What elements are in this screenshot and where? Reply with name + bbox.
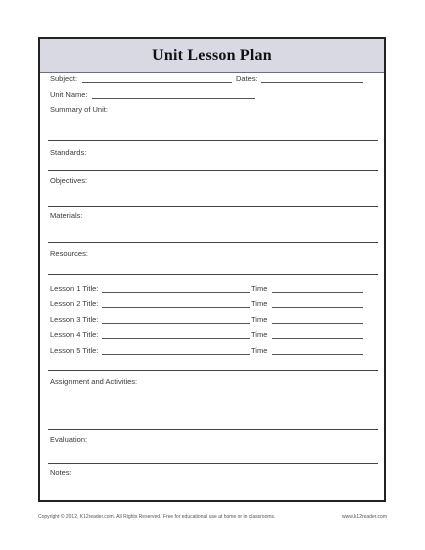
lesson-2-time-field[interactable]: [272, 307, 363, 308]
site-url[interactable]: www.k12reader.com: [341, 514, 387, 520]
dates-label: Dates:: [236, 74, 258, 83]
subject-field[interactable]: [82, 82, 232, 83]
lesson-3-time-label: Time: [251, 315, 268, 324]
summary-field[interactable]: [48, 140, 378, 141]
lesson-1-title-label: Lesson 1 Title:: [50, 284, 99, 293]
unit-name-label: Unit Name:: [50, 90, 88, 99]
lesson-5-time-label: Time: [251, 346, 268, 355]
evaluation-field[interactable]: [48, 463, 378, 464]
standards-label: Standards:: [50, 148, 87, 157]
evaluation-label: Evaluation:: [50, 435, 88, 444]
lesson-3-time-field[interactable]: [272, 323, 363, 324]
materials-field[interactable]: [48, 242, 378, 243]
title-bar: [40, 39, 384, 73]
lesson-4-title-field[interactable]: [102, 338, 250, 339]
lessons-divider: [48, 370, 378, 371]
lesson-1-title-field[interactable]: [102, 292, 250, 293]
lesson-2-time-label: Time: [251, 299, 268, 308]
lesson-4-time-label: Time: [251, 330, 268, 339]
objectives-label: Objectives:: [50, 176, 88, 185]
lesson-3-title-label: Lesson 3 Title:: [50, 315, 99, 324]
lesson-5-title-field[interactable]: [102, 354, 250, 355]
lesson-4-time-field[interactable]: [272, 338, 363, 339]
objectives-field[interactable]: [48, 206, 378, 207]
lesson-3-title-field[interactable]: [102, 323, 250, 324]
lesson-5-title-label: Lesson 5 Title:: [50, 346, 99, 355]
subject-label: Subject:: [50, 74, 78, 83]
lesson-2-title-field[interactable]: [102, 307, 250, 308]
standards-field[interactable]: [48, 170, 378, 171]
lesson-4-title-label: Lesson 4 Title:: [50, 330, 99, 339]
resources-label: Resources:: [50, 249, 88, 258]
summary-label: Summary of Unit:: [50, 105, 108, 114]
lesson-1-time-label: Time: [251, 284, 268, 293]
lesson-plan-sheet: [38, 37, 386, 502]
assignment-label: Assignment and Activities:: [50, 377, 138, 386]
dates-field[interactable]: [261, 82, 363, 83]
page-title: Unit Lesson Plan: [152, 46, 272, 64]
resources-field[interactable]: [48, 274, 378, 275]
unit-name-field[interactable]: [92, 98, 255, 99]
lesson-5-time-field[interactable]: [272, 354, 363, 355]
lesson-2-title-label: Lesson 2 Title:: [50, 299, 99, 308]
lesson-1-time-field[interactable]: [272, 292, 363, 293]
notes-label: Notes:: [50, 468, 72, 477]
assignment-field[interactable]: [48, 429, 378, 430]
materials-label: Materials:: [50, 211, 83, 220]
copyright-notice: Copyright © 2012, K12reader.com. All Rights Reserved. Free for educational use at home or in classrooms.: [38, 514, 276, 520]
